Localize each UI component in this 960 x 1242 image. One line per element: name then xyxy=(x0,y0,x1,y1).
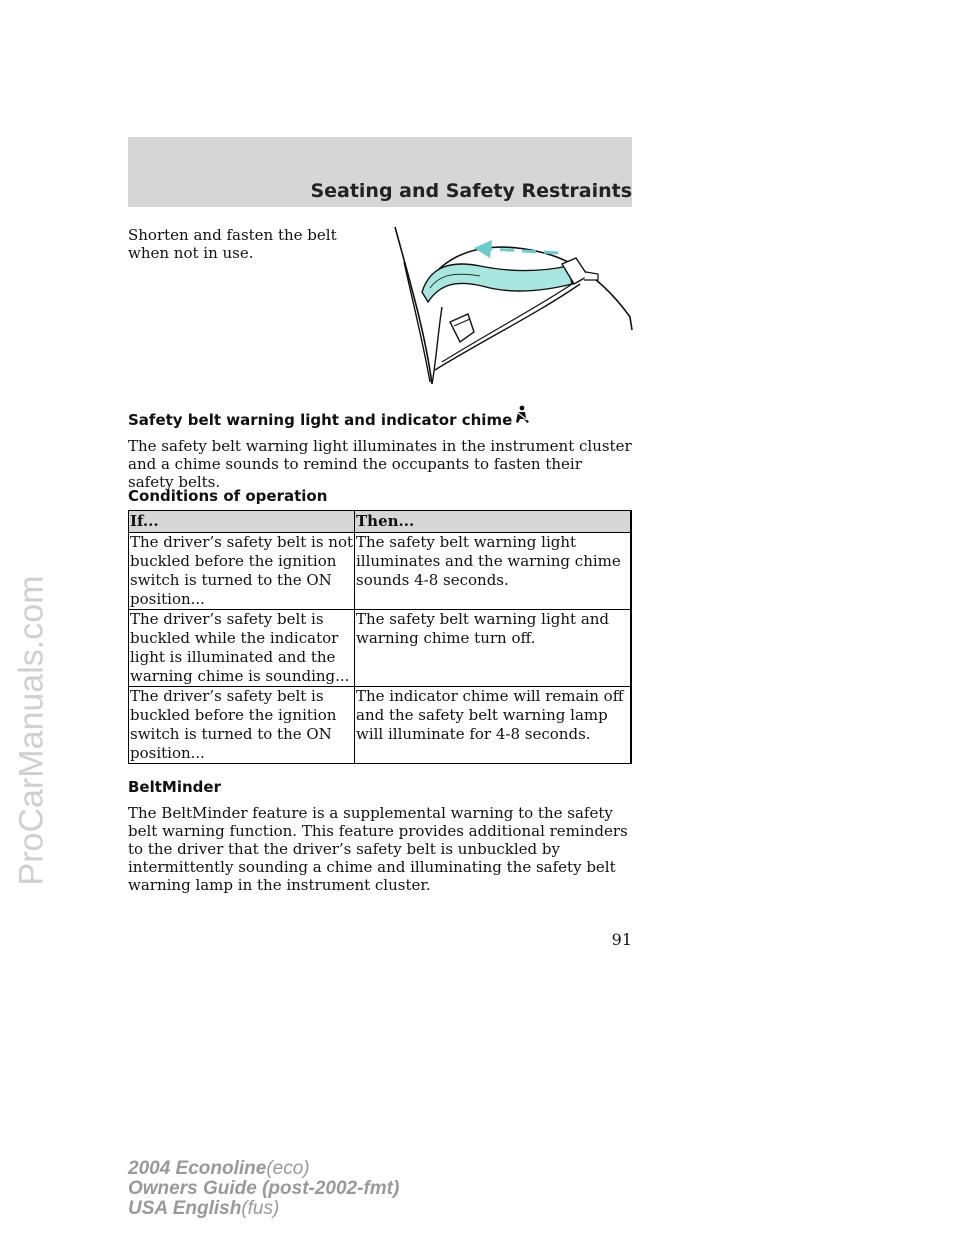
footer-model-code: (eco) xyxy=(266,1158,310,1179)
beltminder-body: The BeltMinder feature is a supplemental warning to the safety belt warning function. This feature provides additional reminders to the driver that the driver’s safety belt is unbuckled by intermittently sounding a chime and illuminating the safety belt warning lamp in the instrument cluster. xyxy=(128,804,628,894)
beltminder-heading: BeltMinder xyxy=(128,778,221,796)
table-cell: The driver’s safety belt is buckled while the indicator light is illuminated and the warning chime is sounding... xyxy=(129,610,355,687)
footer-language: USA English xyxy=(128,1198,242,1219)
footer xyxy=(128,1159,399,1219)
watermark-text: ProCarManuals.com xyxy=(12,575,51,885)
section-title: Seating and Safety Restraints xyxy=(310,180,632,202)
watermark xyxy=(2,470,62,990)
table-cell: The indicator chime will remain off and the safety belt warning lamp will illuminate for 4-8 seconds. xyxy=(355,687,632,764)
table-cell: The safety belt warning light and warning chime turn off. xyxy=(355,610,632,687)
warning-heading-text: Safety belt warning light and indicator chime xyxy=(128,411,513,429)
intro-text: Shorten and fasten the belt when not in use. xyxy=(128,226,337,262)
column-header-if: If... xyxy=(129,511,355,533)
table-cell: The safety belt warning light illuminates and the warning chime sounds 4-8 seconds. xyxy=(355,533,632,610)
seatbelt-warning-icon xyxy=(514,405,530,425)
table-row xyxy=(129,610,632,687)
table-header-row xyxy=(129,511,632,533)
footer-guide: Owners Guide (post-2002-fmt) xyxy=(128,1178,400,1199)
conditions-heading: Conditions of operation xyxy=(128,487,328,505)
table-cell: The driver’s safety belt is not buckled before the ignition switch is turned to the ON position... xyxy=(130,533,354,608)
column-header-then: Then... xyxy=(355,511,632,533)
footer-model: 2004 Econoline xyxy=(128,1158,267,1179)
seat-belt-stowed-illustration xyxy=(390,222,640,392)
warning-heading xyxy=(128,411,530,429)
table-cell: The driver’s safety belt is buckled before the ignition switch is turned to the ON position... xyxy=(129,687,355,764)
table-row xyxy=(129,687,632,764)
table-row xyxy=(129,533,632,610)
warning-body: The safety belt warning light illuminates in the instrument cluster and a chime sounds to remind the occupants to fasten their safety belts. xyxy=(128,437,632,491)
footer-language-code: (fus) xyxy=(241,1198,280,1219)
page-number: 91 xyxy=(611,930,632,949)
conditions-table xyxy=(128,510,632,764)
